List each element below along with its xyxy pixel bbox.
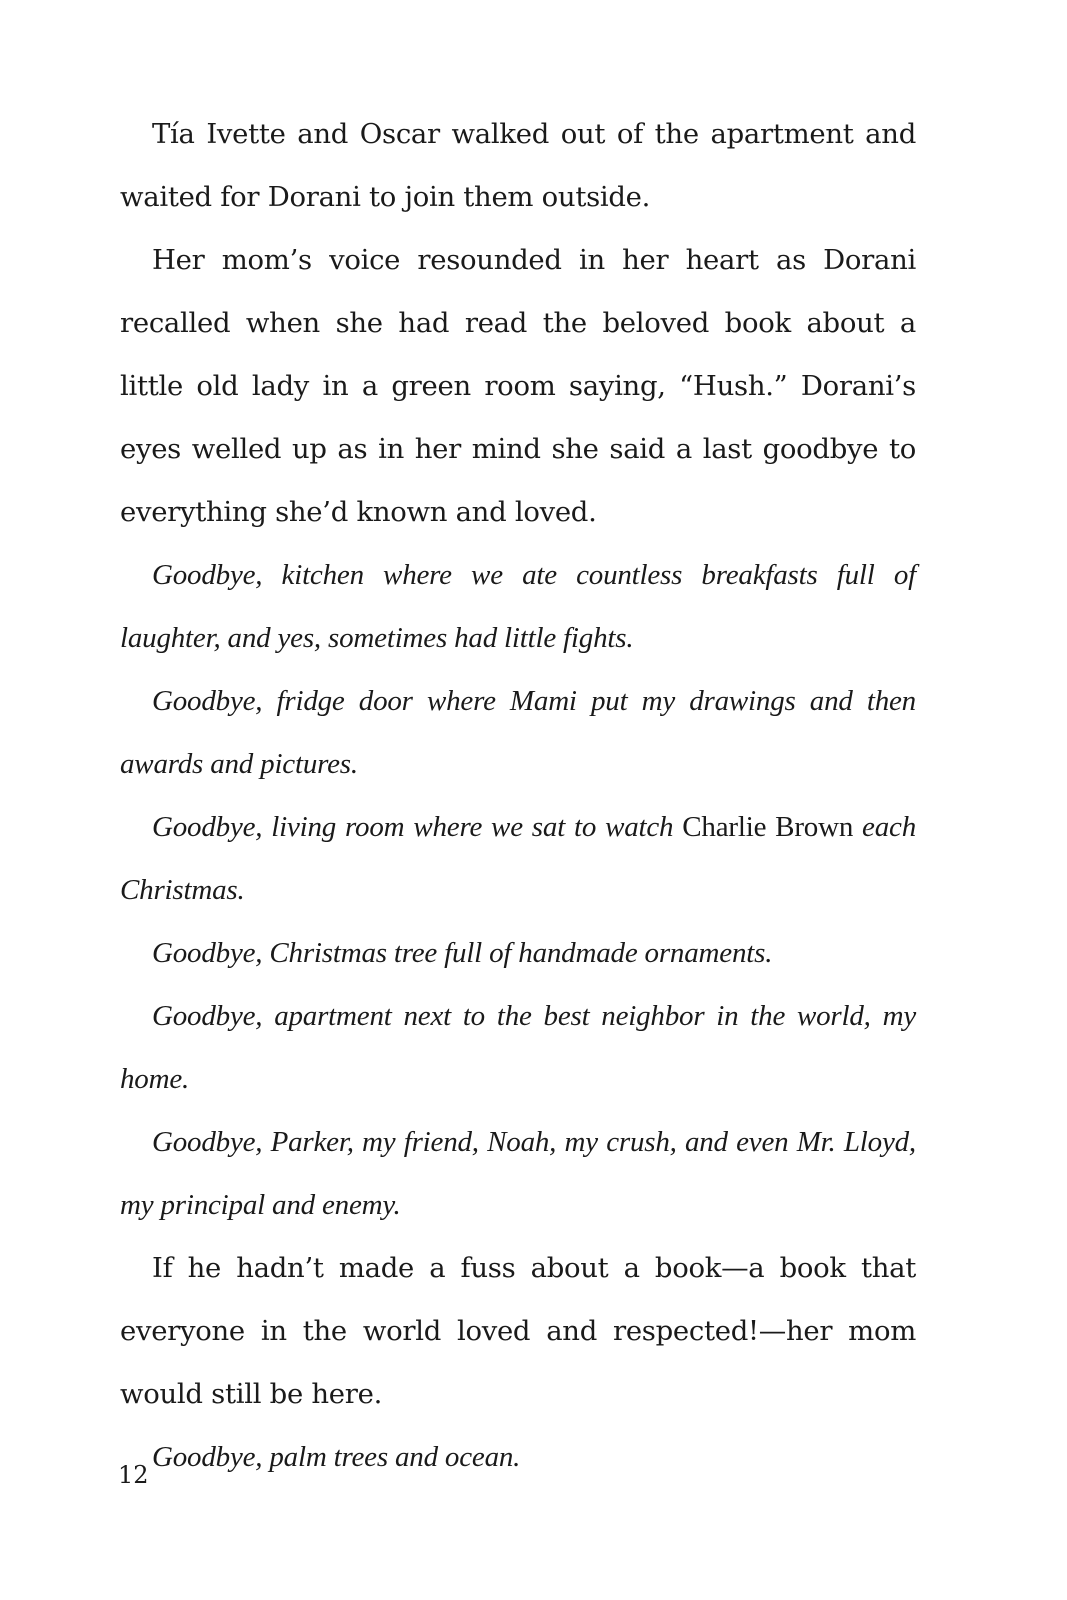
paragraph-memory: Her mom’s voice resounded in her heart as Dorani recalled when she had read the beloved book about a little old lady in a green room saying, “Hush.” Dorani’s eyes welled up as in her mind she said a last goodbye to everything she’d known and loved. bbox=[120, 244, 916, 528]
paragraph-goodbye-fridge: Goodbye, fridge door where Mami put my drawings and then awards and pictures. bbox=[120, 685, 916, 780]
page-number: 12 bbox=[118, 1461, 149, 1489]
paragraph-goodbye-friends: Goodbye, Parker, my friend, Noah, my crush, and even Mr. Lloyd, my principal and enemy. bbox=[120, 1126, 916, 1221]
paragraph-goodbye-tree: Goodbye, Christmas tree full of handmade ornaments. bbox=[152, 937, 773, 969]
paragraph-goodbye-kitchen: Goodbye, kitchen where we ate countless breakfasts full of laughter, and yes, sometimes had little fights. bbox=[120, 559, 916, 654]
paragraph-segment: Goodbye, living room where we sat to watch bbox=[152, 811, 683, 843]
paragraph-segment: each Christmas. bbox=[120, 811, 917, 906]
book-page-body bbox=[120, 103, 916, 1489]
paragraph-goodbye-living-room bbox=[120, 796, 916, 922]
paragraph-goodbye-apartment: Goodbye, apartment next to the best neighbor in the world, my home. bbox=[120, 1000, 916, 1095]
book-title: Charlie Brown bbox=[682, 811, 854, 843]
paragraph-goodbye-ocean: Goodbye, palm trees and ocean. bbox=[152, 1441, 521, 1473]
paragraph-reflection: If he hadn’t made a fuss about a book—a book that everyone in the world loved and respected!—her mom would still be here. bbox=[120, 1252, 916, 1410]
paragraph-departure: Tía Ivette and Oscar walked out of the apartment and waited for Dorani to join them outside. bbox=[120, 118, 916, 213]
